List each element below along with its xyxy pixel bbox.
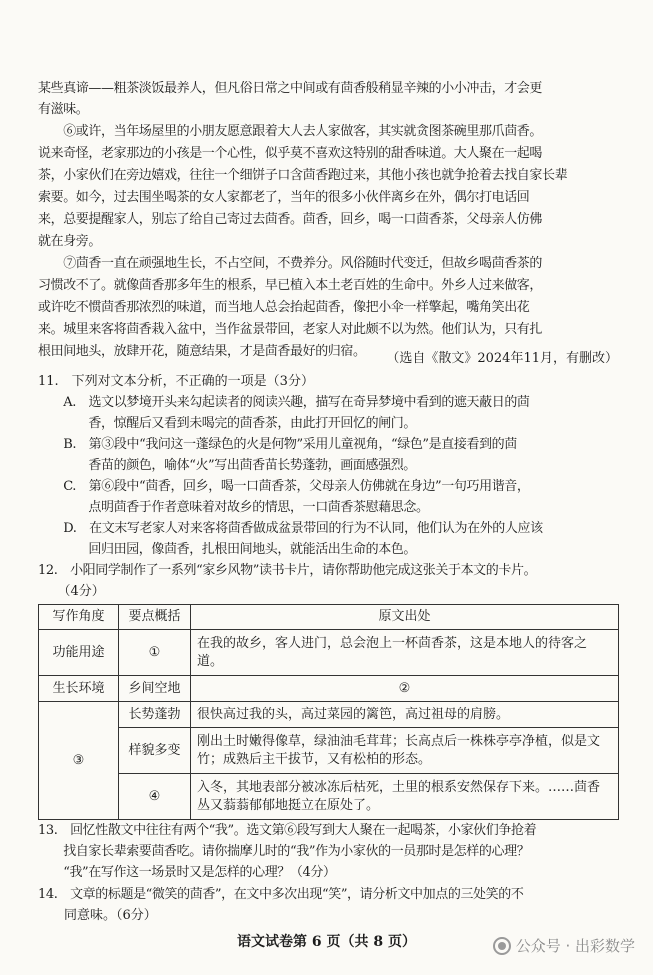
watermark [493, 935, 635, 956]
q11-option-a-cont: 香，惊醒后又看到未喝完的茴香茶，由此打开回忆的闸门。 [38, 416, 417, 431]
row1-point-blank[interactable]: ① [119, 630, 191, 676]
q11-stem: 11. 下列对文本分析，不正确的一项是（3分） [38, 374, 314, 389]
table-row [39, 774, 619, 820]
passage-line: 来。城里来客将茴香栽入盆中，当作盆景带回，老家人对此颇不以为然。他们认为，只有扎 [38, 322, 543, 337]
passage-source: （选自《散文》2024年11月，有删改） [386, 351, 618, 366]
row1-angle: 功能用途 [39, 630, 119, 676]
table-row [39, 676, 619, 702]
header-point: 要点概括 [119, 605, 191, 630]
q13-line: 13. 回忆性散文中往往有两个“我”。选文第⑥段写到大人聚在一起喝茶，小家伙们争抢着 [38, 823, 537, 838]
row3-angle-blank[interactable]: ③ [39, 702, 119, 820]
passage-line: 就在身旁。 [38, 234, 102, 249]
reading-card-table [38, 604, 619, 820]
row2-quote-blank[interactable]: ② [191, 676, 619, 702]
q14-line: 14. 文章的标题是“微笑的茴香”，在文中多次出现“笑”，请分析文中加点的三处笑的不 [38, 887, 524, 902]
q11-option-c-cont: 点明茴香于作者意味着对故乡的情思，一口茴香茶慰藉思念。 [38, 500, 429, 515]
header-quote: 原文出处 [191, 605, 619, 630]
q12-points: （4分） [38, 584, 105, 599]
row3b-point: 样貌多变 [119, 728, 191, 774]
row3c-quote: 入冬，其地表部分被冰冻后枯死，土里的根系安然保存下来。……茴香丛又蓊蓊郁郁地挺立在原处了。 [191, 774, 619, 820]
row1-quote: 在我的故乡，客人进门，总会泡上一杯茴香茶，这是本地人的待客之道。 [191, 630, 619, 676]
row3c-point-blank[interactable]: ④ [119, 774, 191, 820]
row3a-quote: 很快高过我的头，高过菜园的篱笆，高过祖母的肩膀。 [191, 702, 619, 728]
passage-line: 来，总要提醒家人，别忘了给自己寄过去茴香。茴香，回乡，喝一口茴香茶，父母亲人仿佛 [38, 212, 543, 227]
passage-line: 某些真谛——粗茶淡饭最养人，但凡俗日常之中间或有茴香般稍显辛辣的小小冲击，才会更 [38, 81, 543, 96]
table-row [39, 728, 619, 774]
q14-line: 同意味。（6分） [38, 908, 157, 923]
header-angle: 写作角度 [39, 605, 119, 630]
row2-angle: 生长环境 [39, 676, 119, 702]
q11-option-c: C. 第⑥段中“茴香，回乡，喝一口茴香茶，父母亲人仿佛就在身边”一句巧用谐音， [38, 479, 530, 494]
table-header-row [39, 605, 619, 630]
q11-option-b-cont: 香苗的颜色，喻体“火”写出茴香苗长势蓬勃，画面感强烈。 [38, 458, 416, 473]
passage-line: 茶，小家伙们在旁边嬉戏，往往一个细饼子口含茴香跑过来，其他小孩也就争抢着去找自家长辈 [38, 168, 568, 183]
passage-line: 索要。如今，过去围坐喝茶的女人家都老了，当年的很多小伙伴离乡在外，偶尔打电话回 [38, 190, 530, 205]
page-footer: 语文试卷第 6 页（共 8 页） [237, 934, 416, 950]
wechat-logo-icon [493, 937, 511, 955]
q13-line: 找自家长辈索要茴香吃。请你揣摩儿时的“我”作为小家伙的一员那时是怎样的心理？ [38, 844, 530, 859]
q11-option-b: B. 第③段中“我问这一蓬绿色的火是何物”采用儿童视角，“绿色”是直接看到的茴 [38, 437, 517, 452]
table-row [39, 702, 619, 728]
q12-stem: 12. 小阳同学制作了一系列“家乡风物”读书卡片，请你帮助他完成这张关于本文的卡片。 [38, 563, 537, 578]
passage-line: ⑦茴香一直在顽强地生长，不占空间，不费养分。风俗随时代变迁，但故乡喝茴香茶的 [38, 256, 543, 271]
row2-point: 乡间空地 [119, 676, 191, 702]
passage-line: 根田间地头，放肆开花，随意结果，才是茴香最好的归宿。 [38, 344, 366, 359]
passage-line: ⑥或许，当年场屋里的小朋友愿意跟着大人去人家做客，其实就贪图茶碗里那爪茴香。 [38, 124, 543, 139]
table-row [39, 630, 619, 676]
passage-line: 说来奇怪，老家那边的小孩是一个心性，似乎莫不喜欢这特别的甜香味道。大人聚在一起喝 [38, 146, 543, 161]
passage-line: 或许吃不惯茴香那浓烈的味道，而当地人总会抬起茴香，像把小伞一样擎起，嘴角笑出花 [38, 300, 530, 315]
q11-option-d-cont: 回归田园，像茴香，扎根田间地头，就能活出生命的本色。 [38, 542, 417, 557]
watermark-text: 公众号 · 出彩数学 [515, 937, 635, 955]
row3b-quote: 刚出土时嫩得像草，绿油油毛茸茸；长高点后一株株亭亭净植，似是文竹；成熟后主干拔节，又有松柏的形态。 [191, 728, 619, 774]
q13-line: “我”在写作这一场景时又是怎样的心理？（4分） [38, 865, 336, 880]
q11-option-d: D. 在文末写老家人对来客将茴香做成盆景带回的行为不认同，他们认为在外的人应该 [38, 521, 543, 536]
row3a-point: 长势蓬勃 [119, 702, 191, 728]
passage-line: 有滋味。 [38, 102, 89, 117]
q11-option-a: A. 选文以梦境开头来勾起读者的阅读兴趣，描写在奇异梦境中看到的遮天蔽日的茴 [38, 395, 530, 410]
passage-line: 习惯改不了。就像茴香那多年生的根系，早已植入本土老百姓的生命中。外乡人过来做客， [38, 278, 543, 293]
